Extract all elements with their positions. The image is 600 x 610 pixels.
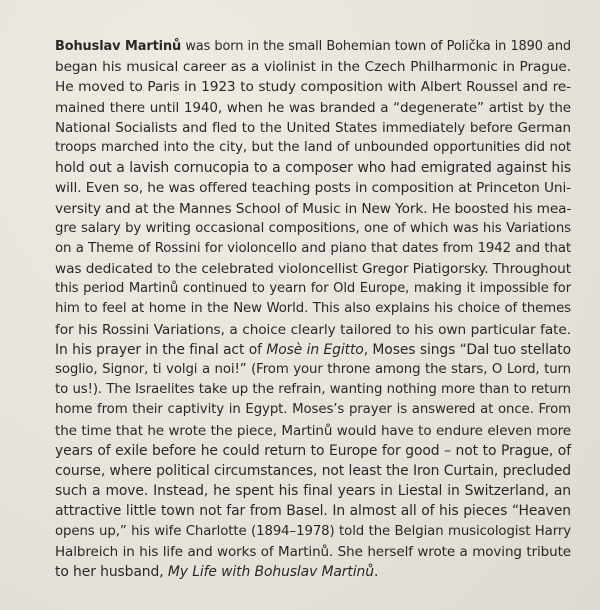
text-line: He moved to Paris in 1923 to study composition with Albert Roussel and re- <box>55 79 571 96</box>
line-text: to her husband, <box>55 563 168 580</box>
line-text: . <box>373 563 379 580</box>
text-line: for his Rossini Variations, a choice clearly tailored to his own particular fate. <box>55 321 571 338</box>
text-line: the time that he wrote the piece, Martinů would have to endure eleven more <box>55 422 571 439</box>
text-line: course, where political circumstances, not least the Iron Curtain, precluded <box>55 462 571 479</box>
text-line: this period Martinů continued to yearn for Old Europe, making it impossible for <box>55 281 571 297</box>
text-line: troops marched into the city, but the land of unbounded opportunities did not <box>55 139 571 155</box>
text-line: mained there until 1940, when he was branded a “degenerate” artist by the <box>55 99 571 116</box>
text-line: such a move. Instead, he spent his final years in Liestal in Switzerland, an <box>55 483 571 500</box>
text-line <box>55 37 571 57</box>
text-line: Halbreich in his life and works of Martinů. She herself wrote a moving tribute <box>55 543 571 560</box>
composer-name: Bohuslav Martinů <box>55 39 182 54</box>
line-text: In his prayer in the final act of <box>55 341 267 358</box>
text-line: opens up,” his wife Charlotte (1894–1978) told the Belgian musicologist Harry <box>55 523 571 539</box>
text-line: hold out a lavish cornucopia to a composer who had emigrated against his <box>55 160 571 177</box>
text-line: will. Even so, he was offered teaching posts in composition at Princeton Uni- <box>55 180 571 197</box>
text-line: attractive little town not far from Basel. In almost all of his pieces “Heaven <box>55 503 571 520</box>
text-line <box>55 340 571 360</box>
biography-paragraph <box>55 37 571 582</box>
line-text: , Moses sings “Dal tuo stellato <box>363 341 571 358</box>
opera-title: Mosè in Egitto <box>266 341 364 358</box>
text-line: years of exile before he could return to Europe for good – not to Prague, of <box>55 442 571 459</box>
text-line <box>55 562 571 582</box>
text-line: National Socialists and fled to the United States immediately before German <box>55 119 571 136</box>
line-text: was born in the small Bohemian town of Polička in 1890 and <box>181 39 572 54</box>
text-line: gre salary by writing occasional compositions, one of which was his Variations <box>55 220 571 236</box>
text-line: versity and at the Mannes School of Music in New York. He boosted his mea- <box>55 200 572 217</box>
text-line: soglio, Signor, ti volgi a noi!” (From your throne among the stars, O Lord, turn <box>55 362 571 377</box>
text-line: on a Theme of Rossini for violoncello and piano that dates from 1942 and that <box>55 240 571 256</box>
text-line: began his musical career as a violinist in the Czech Philharmonic in Prague. <box>55 59 571 76</box>
text-line: to us!). The Israelites take up the refrain, wanting nothing more than to return <box>55 382 571 398</box>
text-line: him to feel at home in the New World. This also explains his choice of themes <box>55 301 571 317</box>
book-title: My Life with Bohuslav Martinů <box>167 563 374 580</box>
text-line: home from their captivity in Egypt. Moses’s prayer is answered at once. From <box>55 402 571 418</box>
text-line: was dedicated to the celebrated violoncellist Gregor Piatigorsky. Throughout <box>55 261 571 278</box>
